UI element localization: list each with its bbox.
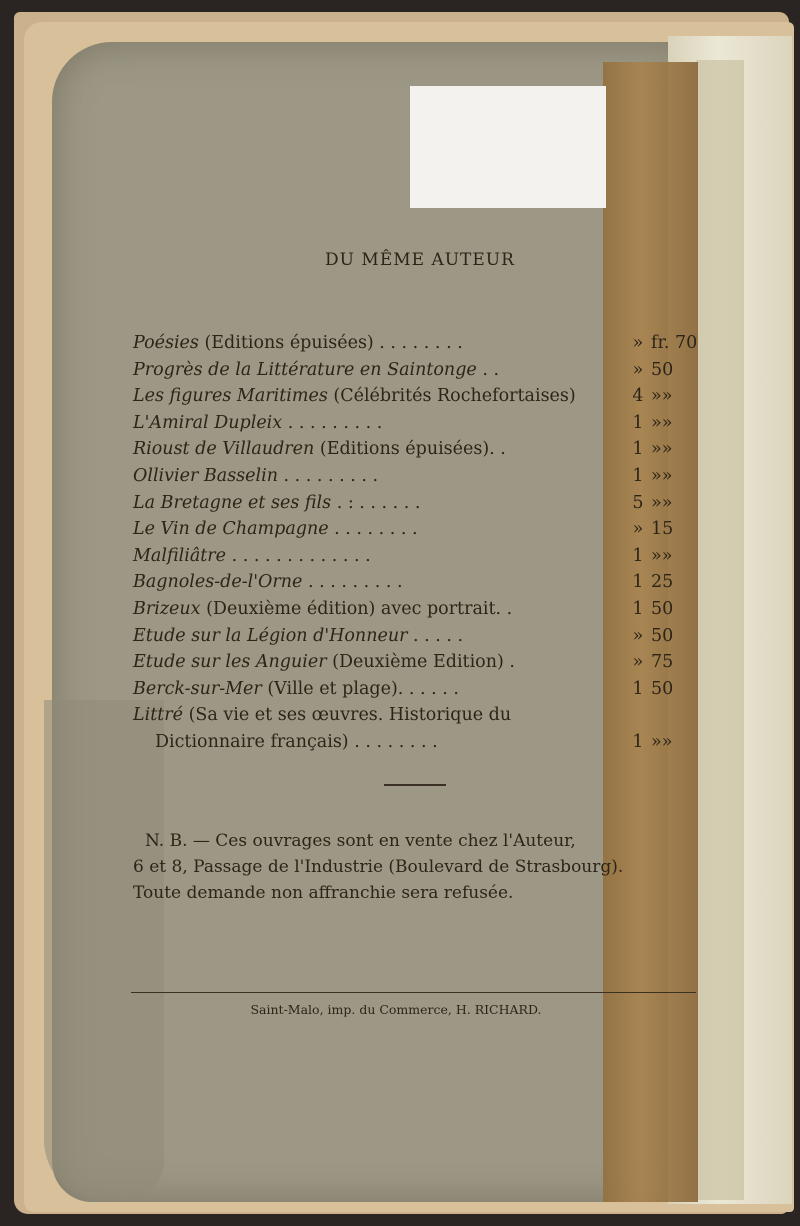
nota-bene [133,828,713,906]
book-title: Berck-sur-Mer [133,678,262,699]
price-centimes: 15 [651,519,674,540]
price-francs: 4 [632,386,644,407]
book-note: (Deuxième édition) avec portrait. . [200,599,513,619]
torn-label-patch [410,86,606,208]
price-francs: 1 [632,545,644,566]
book-note: (Deuxième Edition) . [326,652,515,673]
book-note: . . . . . . . . . [302,572,403,593]
book-title: Etude sur la Légion d'Honneur [133,625,408,646]
nota-bene-line: 6 et 8, Passage de l'Industrie (Boulevard de Strasbourg). [133,857,624,877]
book-entry [133,702,703,728]
book-note: (Sa vie et ses œuvres. Historique du [183,705,512,726]
footer-rule [131,992,696,993]
price-centimes: »» [651,439,673,460]
book-entry [133,463,703,489]
book-title: Etude sur les Anguier [133,652,327,673]
price-francs: 1 [632,678,644,699]
book-note: (Editions épuisées) . . . . . . . . [198,333,463,353]
book-title-line [133,463,573,489]
price-centimes: »» [651,466,673,486]
price-centimes: »» [651,492,673,513]
printer-imprint: Saint-Malo, imp. du Commerce, H. RICHARD. [250,1002,542,1017]
price-francs: » [632,333,644,353]
book-note: . . . . . . . . . . . . . [226,545,371,566]
book-note: (Célébrités Rochefortaises) [327,386,576,407]
book-title: Rioust de Villaudren [133,439,315,460]
book-title-line [133,383,576,409]
book-title: Progrès de la Littérature en Saintonge [133,359,477,380]
book-entry [133,543,703,569]
book-title-line [133,702,573,728]
book-title-line [133,623,573,649]
price-centimes: fr. 70 [651,333,698,353]
book-entry [133,729,703,755]
nota-bene-line: N. B. — Ces ouvrages sont en vente chez l'Auteur, [145,831,576,851]
book-title-line [133,490,573,516]
price-francs: 1 [632,466,644,486]
book-title-line [133,330,573,356]
price-francs: 1 [632,412,644,433]
book-title: L'Amiral Dupleix [133,412,283,433]
price-francs: » [632,652,644,673]
price-centimes: 50 [651,599,674,619]
book-note: (Editions épuisées). . [314,439,506,460]
book-note: . . [476,359,500,380]
price-francs: » [632,625,644,646]
price-centimes: 50 [651,359,674,380]
book-title-line [133,596,573,622]
book-entry [133,649,703,675]
book-note: . : . . . . . . [331,492,421,513]
price-centimes: 50 [651,625,674,646]
book-title-line [133,436,573,462]
book-title-line [133,516,573,542]
book-note: Dictionnaire français) . . . . . . . . [155,732,438,752]
price-centimes: 50 [651,678,674,699]
divider [384,784,446,786]
book-note: . . . . . [407,625,464,646]
price-centimes: 75 [651,652,674,673]
price-centimes: »» [651,386,673,407]
price-centimes: »» [651,732,673,752]
book-note: (Ville et plage). . . . . . [261,678,459,699]
nota-bene-line: Toute demande non affranchie sera refusée. [133,883,514,903]
book-entry [133,623,703,649]
book-title: Littré [133,705,184,726]
book-title: Bagnoles-de-l'Orne [133,572,303,593]
book-title-line [133,543,573,569]
book-entry [133,330,703,356]
section-heading: DU MÊME AUTEUR [325,250,515,270]
book-entry [133,357,703,383]
book-entry [133,676,703,702]
book-title: Malfiliâtre [133,545,227,566]
book-title: Le Vin de Champagne [133,519,329,540]
book-note: . . . . . . . . [328,519,418,540]
book-entry [133,516,703,542]
book-entry [133,596,703,622]
book-title: Brizeux [133,599,201,619]
cover-stain [44,700,164,1200]
price-centimes: 25 [651,572,674,593]
price-francs: » [632,519,644,540]
book-title-line [133,569,573,595]
book-title-line [133,676,573,702]
book-note: . . . . . . . . . [282,412,383,433]
book-entry [133,383,703,409]
book-title: Ollivier Basselin [133,466,278,486]
book-note: . . . . . . . . . [277,466,379,486]
book-title: Les figures Maritimes [133,386,328,407]
price-francs: 5 [632,492,644,513]
book-entry [133,436,703,462]
book-entry [133,569,703,595]
price-centimes: »» [651,412,673,433]
book-title-line [133,357,573,383]
price-francs: » [632,359,644,380]
price-francs: 1 [632,572,644,593]
book-entry [133,410,703,436]
price-centimes: »» [651,545,673,566]
book-title: Poésies [133,333,199,353]
book-title-line [133,410,573,436]
price-francs: 1 [632,599,644,619]
book-title-line [133,729,573,755]
book-title: La Bretagne et ses fils [133,492,332,513]
book-entry [133,490,703,516]
price-francs: 1 [632,439,644,460]
book-title-line [133,649,573,675]
price-francs: 1 [632,732,644,752]
